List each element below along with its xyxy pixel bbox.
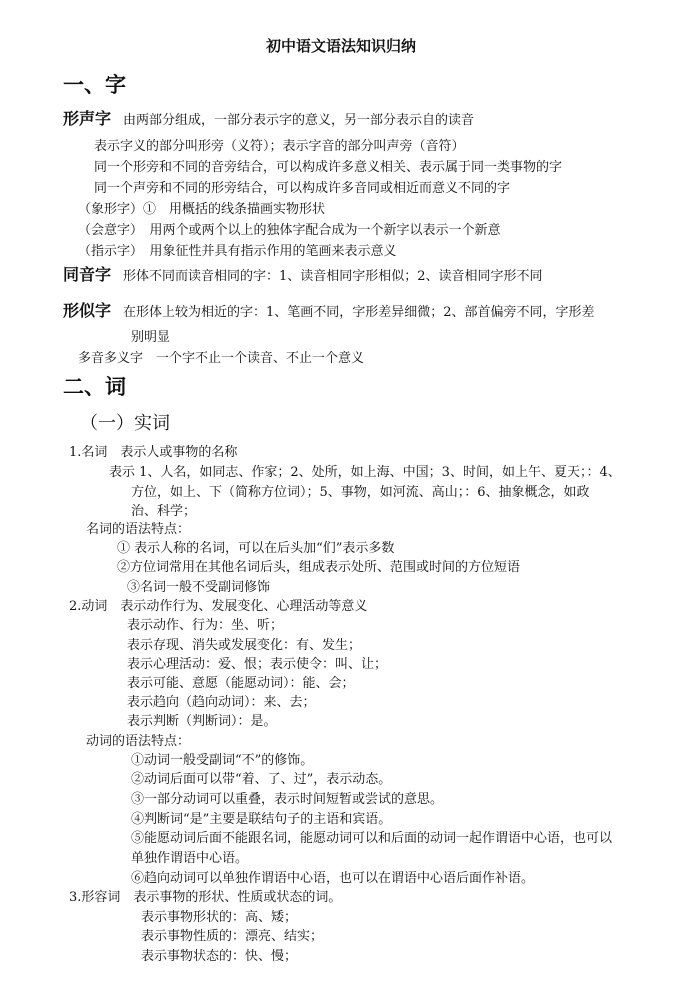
text-line: 方位，如上、下（简称方位词）；5、事物，如河流、高山；：6、抽象概念，如政	[131, 485, 590, 500]
text-line: 名词的语法特点：	[86, 522, 191, 537]
text-line: 多音多义字 一个字不止一个读音、不止一个意义	[78, 351, 365, 366]
text-line: 表示事物状态的：快、慢；	[141, 949, 298, 964]
term-xingsheng: 形声字	[63, 109, 112, 128]
term-xingsi-desc: 在形体上较为相近的字：1、笔画不同，字形差异细微；2、部首偏旁不同，字形差	[123, 305, 595, 320]
text-line: 同一个声旁和不同的形旁结合，可以构成许多音同或相近而意义不同的字	[94, 181, 511, 196]
text-line: 表示动作、行为：坐、听；	[127, 618, 284, 633]
text-line: 表示可能、意愿（能愿动词）：能、会；	[127, 676, 355, 691]
text-line: ⑥趋向动词可以单独作谓语中心语，也可以在谓语中心语后面作补语。	[131, 871, 535, 886]
term-xingsi-row	[63, 302, 595, 321]
text-line: 3.形容词 表示事物的形状、性质或状态的词。	[69, 890, 342, 905]
term-xingsheng-row	[63, 110, 474, 129]
text-line: 治、科学；	[131, 504, 197, 519]
text-line: ① 表示人称的名词，可以在后头加“们”表示多数	[117, 541, 395, 556]
subsection-heading-shici: （一）实词	[80, 413, 170, 434]
text-line: 同一个形旁和不同的音旁结合，可以构成许多意义相关、表示属于同一类事物的字	[94, 160, 563, 175]
text-line: ③一部分动词可以重叠，表示时间短暂或尝试的意思。	[131, 792, 444, 807]
text-line: 1.名词 表示人或事物的名称	[69, 445, 238, 460]
text-line: 单独作谓语中心语。	[131, 851, 249, 866]
text-line: ①动词一般受副词“不”的修饰。	[131, 753, 314, 768]
text-line: 表示存现、消失或发展变化：有、发生；	[127, 638, 362, 653]
text-line: ③名词一般不受副词修饰	[127, 580, 271, 595]
text-line: （指示字） 用象征性并具有指示作用的笔画来表示意义	[78, 244, 397, 259]
term-tongyin-row	[63, 266, 543, 285]
text-line: 表示字义的部分叫形旁（义符）；表示字音的部分叫声旁（音符）	[94, 139, 465, 154]
page-title: 初中语文语法知识归纳	[266, 37, 417, 55]
text-line: ⑤能愿动词后面不能跟名词，能愿动词可以和后面的动词一起作谓语中心语，也可以	[131, 831, 613, 846]
text-line: 2.动词 表示动作行为、发展变化、心理活动等意义	[69, 599, 368, 614]
text-line: 别明显	[131, 330, 171, 345]
text-line: 表示 1、人名，如同志、作家；2、处所，如上海、中国；3、时间，如上午、夏天；：4、	[109, 465, 621, 480]
text-line: 表示判断（判断词）：是。	[127, 714, 277, 729]
text-line: 表示趋向（趋向动词）：来、去；	[127, 695, 316, 710]
term-xingsi: 形似字	[63, 301, 112, 320]
text-line: （会意字） 用两个或两个以上的独体字配合成为一个新字以表示一个新意	[78, 223, 501, 238]
section-heading-ci: 二、词	[63, 375, 126, 399]
text-line: ②动词后面可以带“着、了、过”，表示动态。	[131, 772, 392, 787]
text-line: ④判断词“是”主要是联结句子的主语和宾语。	[131, 812, 392, 827]
term-xingsheng-desc: 由两部分组成，一部分表示字的意义，另一部分表示自的读音	[123, 113, 475, 128]
text-line: （象形字）① 用概括的线条描画实物形状	[78, 202, 326, 217]
text-line: 表示心理活动：爱、恨；表示使令：叫、让；	[127, 657, 388, 672]
text-line: 动词的语法特点：	[86, 734, 191, 749]
text-line: 表示事物形状的：高、矮；	[141, 910, 298, 925]
section-heading-zi: 一、字	[63, 73, 126, 97]
text-line: ②方位词常用在其他名词后头，组成表示处所、范围或时间的方位短语	[117, 560, 521, 575]
term-tongyin: 同音字	[63, 265, 112, 284]
text-line: 表示事物性质的：漂亮、结实；	[141, 929, 324, 944]
term-tongyin-desc: 形体不同而读音相同的字：1、读音相同字形相似；2、读音相同字形不同	[123, 269, 543, 284]
